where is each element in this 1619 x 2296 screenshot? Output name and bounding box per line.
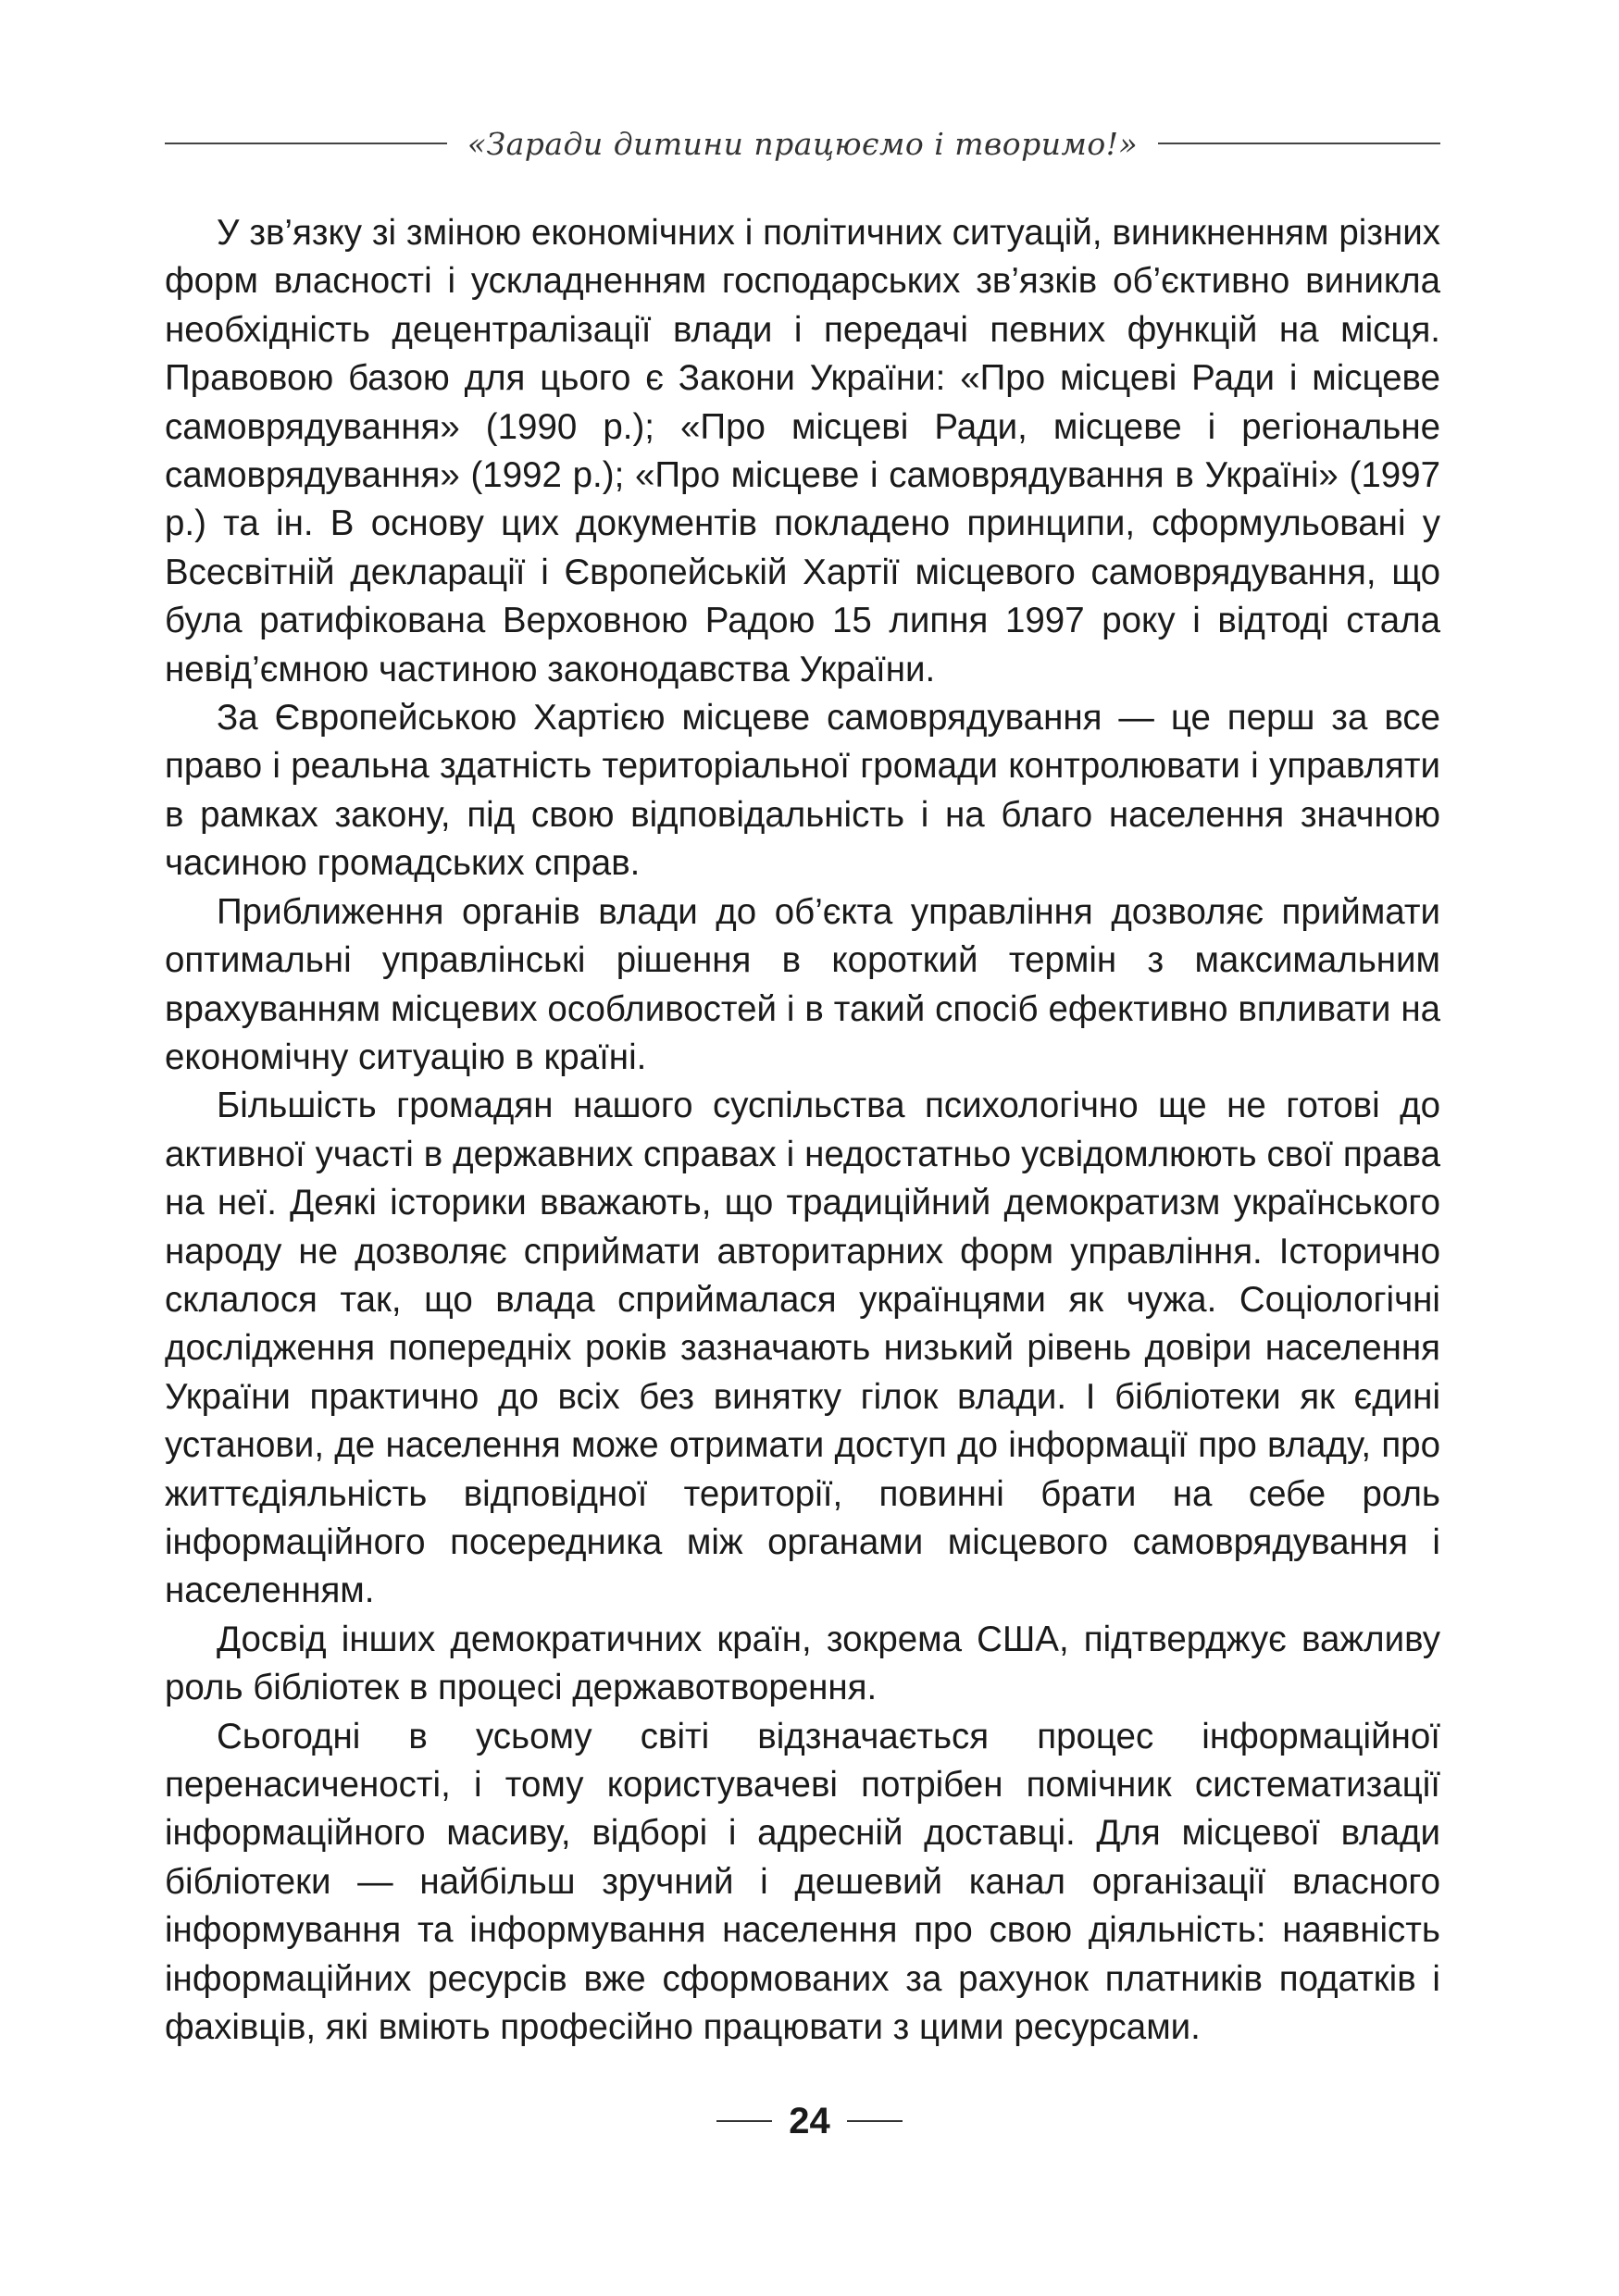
paragraph: Досвід інших демократичних країн, зокрема США, підтверджує важливу роль бібліотек в процесі державотворення. xyxy=(165,1619,1440,1708)
paragraph: Сьогодні в усьому світі відзначається процес інформаційної перенасиченості, і тому користувачеві потрібен помічник систематизації інформаційного масиву, відборі і адресній доставці. Для місцевої влади бібліотеки — найбільш зручний і дешевий канал організації власного інформування та інформування населення про свою діяльність: наявність інформаційних ресурсів вже сформованих за рахунок платників податків і фахівців, які вміють професійно працювати з цими ресурсами. xyxy=(165,1716,1440,2048)
paragraph: У зв’язку зі зміною економічних і політичних ситуацій, виникненням різних форм власності і ускладненням господарських зв’язків об’єктивно виникла необхідність децентралізації влади і передачі певних функцій на місця. Правовою базою для цього є Закони України: «Про місцеві Ради і місцеве самоврядування» (1990 р.); «Про місцеві Ради, місцеве і регіональне самоврядування» (1992 р.); «Про місцеве і самоврядування в Україні» (1997 р.) та ін. В основу цих документів покладено принципи, сформульовані у Всесвітній декларації і Європейській Хартії місцевого самоврядування, що була ратифікована Верховною Радою 15 липня 1997 року і відтоді стала невід’ємною частиною законодавства України. xyxy=(165,213,1440,689)
header-rule-right xyxy=(1158,143,1440,144)
paragraph: Більшість громадян нашого суспільства психологічно ще не готові до активної участі в державних справах і недостатньо усвідомлюють свої права на неї. Деякі історики вважають, що традиційний демократизм українського народу не дозволяє сприймати авторитарних форм управління. Історично склалося так, що влада сприймалася українцями як чужа. Соціологічні дослідження попередніх років зазначають низький рівень довіри населення України практично до всіх без винятку гілок влади. І бібліотеки як єдині установи, де населення може отримати доступ до інформації про владу, про життєдіяльність відповідної території, повинні брати на себе роль інформаційного посередника між органами місцевого самоврядування і населенням. xyxy=(165,1086,1440,1611)
body-text xyxy=(165,209,1440,2052)
paragraph: За Європейською Хартією місцеве самоврядування — це перш за все право і реальна здатність територіальної громади контролювати і управляти в рамках закону, під свою відповідальність і на благо населення значною часиною громадських справ. xyxy=(165,698,1440,884)
header-rule-left xyxy=(165,143,447,144)
footer-rule-left xyxy=(716,2120,772,2122)
paragraph: Приближення органів влади до об’єкта управління дозволяє приймати оптимальні управлінські рішення в короткий термін з максимальним врахуванням місцевих особливостей і в такий спосіб ефективно впливати на економічну ситуацію в країні. xyxy=(165,891,1440,1077)
footer-rule-right xyxy=(847,2120,903,2122)
page-number: 24 xyxy=(789,2100,830,2141)
page-footer xyxy=(0,2093,1619,2149)
header-title: «Заради дитини працюємо і творимо!» xyxy=(467,125,1139,162)
running-header xyxy=(165,111,1440,176)
